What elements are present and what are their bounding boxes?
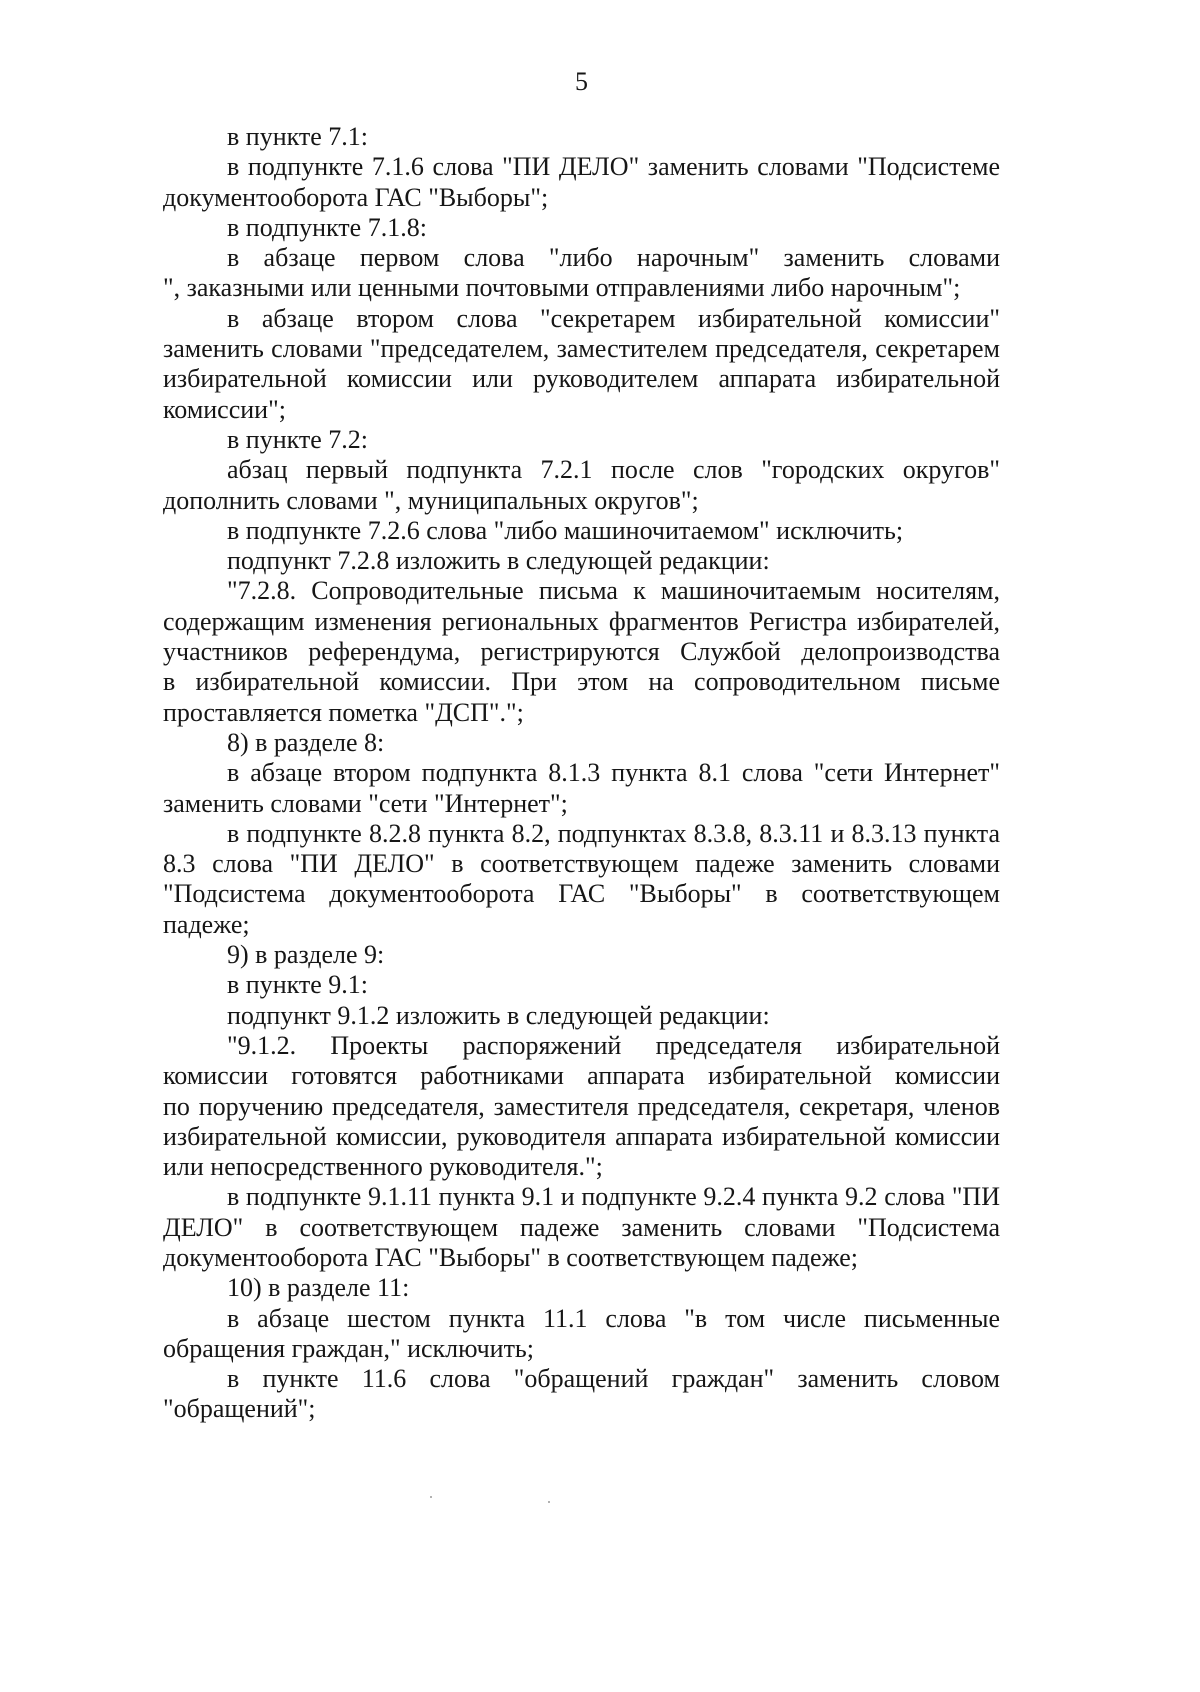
text-line: в абзаце шестом пункта 11.1 слова "в том числе письменные: [227, 1303, 1000, 1333]
text-line: по поручению председателя, заместителя председателя, секретаря, членов: [163, 1091, 1000, 1121]
text-line: в подпункте 7.2.6 слова "либо машиночитаемом" исключить;: [227, 515, 904, 545]
text-line: абзац первый подпункта 7.2.1 после слов "городских округов": [227, 455, 1000, 485]
paragraph: [163, 455, 1000, 516]
paragraph: [163, 1273, 1000, 1303]
text-line: ДЕЛО" в соответствующем падеже заменить словами "Подсистема: [163, 1212, 1000, 1242]
text-line: дополнить словами ", муниципальных округов";: [163, 485, 699, 515]
text-line: ", заказными или ценными почтовыми отправлениями либо нарочным";: [163, 273, 961, 303]
text-line: "7.2.8. Сопроводительные письма к машиночитаемым носителям,: [227, 576, 1000, 606]
text-line: 10) в разделе 11:: [227, 1273, 410, 1303]
paragraph: [163, 1364, 1000, 1425]
scan-speck: [548, 1501, 550, 1503]
text-line: 9) в разделе 9:: [227, 940, 385, 970]
text-line: содержащим изменения региональных фрагментов Регистра избирателей,: [163, 606, 1000, 636]
text-line: в подпункте 7.1.8:: [227, 212, 427, 242]
text-line: избирательной комиссии, руководителя аппарата избирательной комиссии: [163, 1121, 1000, 1151]
scan-speck: [430, 1496, 432, 1498]
text-line: 8.3 слова "ПИ ДЕЛО" в соответствующем падеже заменить словами: [163, 849, 1000, 879]
paragraph: [163, 304, 1000, 425]
paragraph: [163, 213, 1000, 243]
text-line: избирательной комиссии или руководителем аппарата избирательной: [163, 364, 1000, 394]
text-line: заменить словами "сети "Интернет";: [163, 788, 568, 818]
text-line: "9.1.2. Проекты распоряжений председателя избирательной: [227, 1030, 1000, 1060]
text-line: документооборота ГАС "Выборы" в соответствующем падеже;: [163, 1242, 858, 1272]
text-line: в подпункте 9.1.11 пункта 9.1 и подпункте 9.2.4 пункта 9.2 слова "ПИ: [227, 1182, 1000, 1212]
paragraph: [163, 1001, 1000, 1031]
text-line: в абзаце втором подпункта 8.1.3 пункта 8.1 слова "сети Интернет": [227, 758, 1000, 788]
paragraph: [163, 425, 1000, 455]
text-line: падеже;: [163, 909, 250, 939]
text-line: в подпункте 8.2.8 пункта 8.2, подпунктах 8.3.8, 8.3.11 и 8.3.13 пункта: [227, 818, 1000, 848]
text-line: в абзаце первом слова "либо нарочным" заменить словами: [227, 243, 1000, 273]
text-line: комиссии";: [163, 394, 286, 424]
text-line: в пункте 11.6 слова "обращений граждан" заменить словом: [227, 1364, 1000, 1394]
paragraph: [163, 970, 1000, 1000]
text-line: "обращений";: [163, 1394, 316, 1424]
text-line: проставляется пометка "ДСП".";: [163, 697, 524, 727]
text-line: подпункт 9.1.2 изложить в следующей редакции:: [227, 1000, 770, 1030]
paragraph: [163, 152, 1000, 213]
paragraph: [163, 516, 1000, 546]
paragraph: [163, 940, 1000, 970]
paragraph: [163, 1304, 1000, 1365]
page-number: 5: [575, 67, 588, 96]
text-line: в пункте 9.1:: [227, 970, 369, 1000]
text-line: участников референдума, регистрируются Службой делопроизводства: [163, 637, 1000, 667]
text-line: комиссии готовятся работниками аппарата избирательной комиссии: [163, 1061, 1000, 1091]
text-line: "Подсистема документооборота ГАС "Выборы" в соответствующем: [163, 879, 1000, 909]
paragraph: [163, 758, 1000, 819]
text-line: документооборота ГАС "Выборы";: [163, 182, 549, 212]
text-line: заменить словами "председателем, заместителем председателя, секретарем: [163, 334, 1000, 364]
text-line: или непосредственного руководителя.";: [163, 1152, 603, 1182]
paragraph: [163, 546, 1000, 576]
paragraph: [163, 728, 1000, 758]
document-body: [163, 122, 1000, 1425]
text-line: обращения граждан," исключить;: [163, 1333, 535, 1363]
text-line: 8) в разделе 8:: [227, 727, 385, 757]
text-line: в пункте 7.1:: [227, 122, 369, 151]
text-line: подпункт 7.2.8 изложить в следующей редакции:: [227, 546, 770, 576]
paragraph: [163, 819, 1000, 940]
paragraph: [163, 122, 1000, 152]
paragraph: [163, 1182, 1000, 1273]
paragraph: [163, 243, 1000, 304]
text-line: в подпункте 7.1.6 слова "ПИ ДЕЛО" заменить словами "Подсистеме: [227, 152, 1000, 182]
text-line: в пункте 7.2:: [227, 424, 369, 454]
paragraph: [163, 576, 1000, 727]
text-line: в избирательной комиссии. При этом на сопроводительном письме: [163, 667, 1000, 697]
paragraph: [163, 1031, 1000, 1182]
text-line: в абзаце втором слова "секретарем избирательной комиссии": [227, 303, 1000, 333]
